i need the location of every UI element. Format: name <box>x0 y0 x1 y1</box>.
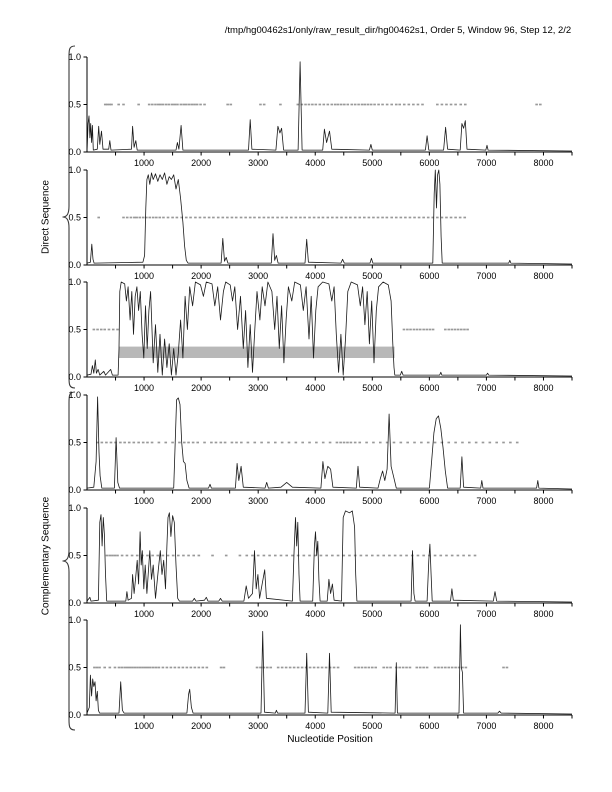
x-tick-label: 1000 <box>134 158 155 168</box>
y-axis-ticks <box>68 503 87 608</box>
panel-3 <box>0 270 612 396</box>
x-tick-label: 8000 <box>533 609 554 619</box>
x-tick-label: 4000 <box>305 158 326 168</box>
x-tick-label: 6000 <box>419 721 440 731</box>
y-tick-label: 0.0 <box>68 260 81 270</box>
y-tick-label: 0.0 <box>68 485 81 495</box>
x-tick-label: 4000 <box>305 496 326 506</box>
x-tick-label: 5000 <box>362 158 383 168</box>
x-tick-label: 2000 <box>191 271 212 281</box>
y-tick-label: 0.0 <box>68 710 81 720</box>
x-tick-label: 3000 <box>248 271 269 281</box>
y-tick-label: 0.5 <box>68 662 81 673</box>
panel-5 <box>0 496 612 622</box>
group-label-direct-sequence: Direct Sequence <box>40 180 52 254</box>
y-tick-label: 0.5 <box>68 212 81 223</box>
x-tick-label: 8000 <box>533 158 554 168</box>
panel-6 <box>0 608 612 734</box>
x-tick-label: 2000 <box>191 158 212 168</box>
x-tick-label: 3000 <box>248 609 269 619</box>
y-tick-label: 1.0 <box>68 165 81 175</box>
x-tick-label: 4000 <box>305 271 326 281</box>
panel-4 <box>0 383 612 509</box>
x-tick-label: 8000 <box>533 271 554 281</box>
x-axis-ticks <box>116 715 572 731</box>
y-axis-ticks <box>68 52 87 157</box>
y-tick-label: 0.0 <box>68 372 81 382</box>
y-tick-label: 0.5 <box>68 550 81 561</box>
x-tick-label: 5000 <box>362 609 383 619</box>
y-tick-label: 0.5 <box>68 437 81 448</box>
x-tick-label: 8000 <box>533 383 554 393</box>
x-tick-label: 1000 <box>134 383 155 393</box>
x-tick-label: 2000 <box>191 609 212 619</box>
y-tick-label: 1.0 <box>68 277 81 287</box>
x-tick-label: 7000 <box>476 609 497 619</box>
x-tick-label: 1000 <box>134 721 155 731</box>
x-tick-label: 8000 <box>533 721 554 731</box>
x-tick-label: 7000 <box>476 721 497 731</box>
x-tick-label: 6000 <box>419 271 440 281</box>
x-tick-label: 6000 <box>419 496 440 506</box>
y-axis-ticks <box>68 615 87 720</box>
y-tick-label: 0.5 <box>68 99 81 110</box>
panel-1 <box>0 45 612 171</box>
x-tick-label: 2000 <box>191 383 212 393</box>
y-tick-label: 1.0 <box>68 615 81 625</box>
probability-curve <box>87 62 572 152</box>
y-tick-label: 1.0 <box>68 52 81 62</box>
x-tick-label: 4000 <box>305 721 326 731</box>
probability-curve <box>87 282 572 376</box>
y-tick-label: 1.0 <box>68 503 81 513</box>
y-axis-ticks <box>68 390 87 495</box>
x-tick-label: 4000 <box>305 609 326 619</box>
x-tick-label: 3000 <box>248 721 269 731</box>
x-tick-label: 5000 <box>362 383 383 393</box>
y-tick-label: 0.0 <box>68 598 81 608</box>
x-tick-label: 7000 <box>476 158 497 168</box>
x-tick-label: 1000 <box>134 271 155 281</box>
shaded-band <box>119 347 395 358</box>
x-tick-label: 3000 <box>248 496 269 506</box>
x-tick-label: 2000 <box>191 496 212 506</box>
x-tick-label: 6000 <box>419 158 440 168</box>
y-axis-ticks <box>68 165 87 270</box>
panel-2 <box>0 158 612 284</box>
x-tick-label: 4000 <box>305 383 326 393</box>
x-tick-label: 6000 <box>419 383 440 393</box>
x-tick-label: 7000 <box>476 271 497 281</box>
probability-curve <box>87 511 572 602</box>
y-tick-label: 1.0 <box>68 390 81 400</box>
x-tick-label: 2000 <box>191 721 212 731</box>
group-label-complementary-sequence: Complementary Sequence <box>40 496 52 616</box>
axis-spines <box>87 282 572 377</box>
x-tick-label: 5000 <box>362 721 383 731</box>
x-tick-label: 5000 <box>362 496 383 506</box>
y-tick-label: 0.0 <box>68 147 81 157</box>
x-tick-label: 7000 <box>476 496 497 506</box>
x-tick-label: 3000 <box>248 383 269 393</box>
x-tick-label: 1000 <box>134 609 155 619</box>
y-axis-ticks <box>68 277 87 382</box>
x-tick-label: 5000 <box>362 271 383 281</box>
figure-title: /tmp/hg00462s1/only/raw_result_dir/hg00462s1, Order 5, Window 96, Step 12, 2/2 <box>224 25 572 36</box>
x-tick-label: 6000 <box>419 609 440 619</box>
x-tick-label: 8000 <box>533 496 554 506</box>
x-tick-label: 7000 <box>476 383 497 393</box>
y-tick-label: 0.5 <box>68 324 81 335</box>
x-tick-label: 1000 <box>134 496 155 506</box>
x-tick-label: 3000 <box>248 158 269 168</box>
probability-curve <box>87 625 572 714</box>
x-axis-label: Nucleotide Position <box>287 734 373 745</box>
